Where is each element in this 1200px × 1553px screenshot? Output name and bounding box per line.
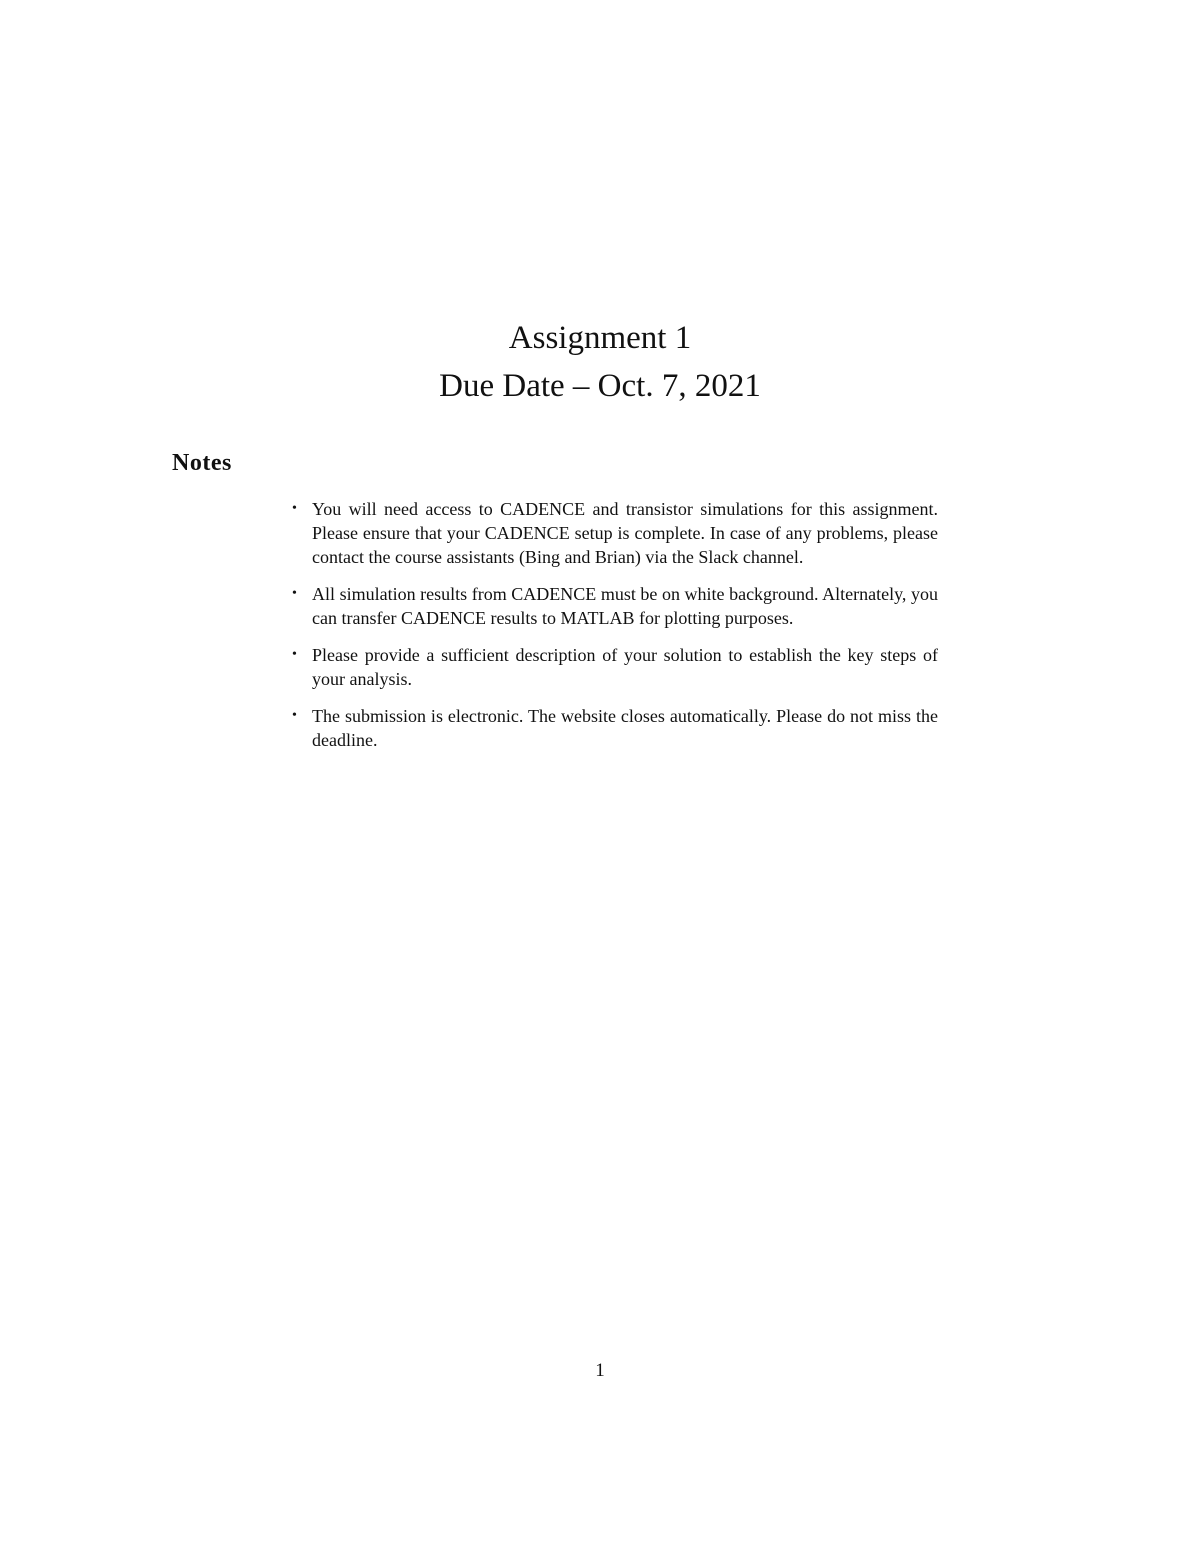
bullet-icon: • [292, 708, 297, 723]
note-item [290, 643, 938, 691]
note-text: All simulation results from CADENCE must be on white background. Alternately, you can transfer CADENCE results to MATLAB for plotting purposes. [312, 584, 938, 628]
note-text: You will need access to CADENCE and transistor simulations for this assignment. Please ensure that your CADENCE setup is complete. In case of any problems, please contact the course assistants (Bing and Brian) via the Slack channel. [312, 499, 938, 567]
page-number: 1 [595, 1360, 605, 1381]
notes-heading: Notes [172, 450, 232, 476]
notes-list [290, 497, 938, 765]
note-text: The submission is electronic. The website closes automatically. Please do not miss the deadline. [312, 706, 938, 750]
note-item [290, 582, 938, 630]
bullet-icon: • [292, 501, 297, 516]
due-date: Due Date – Oct. 7, 2021 [439, 368, 761, 404]
note-item [290, 497, 938, 569]
bullet-icon: • [292, 586, 297, 601]
bullet-icon: • [292, 647, 297, 662]
note-text: Please provide a sufficient description of your solution to establish the key steps of your analysis. [312, 645, 938, 689]
note-item [290, 704, 938, 752]
assignment-title: Assignment 1 [508, 320, 692, 356]
title-block [0, 314, 1200, 410]
